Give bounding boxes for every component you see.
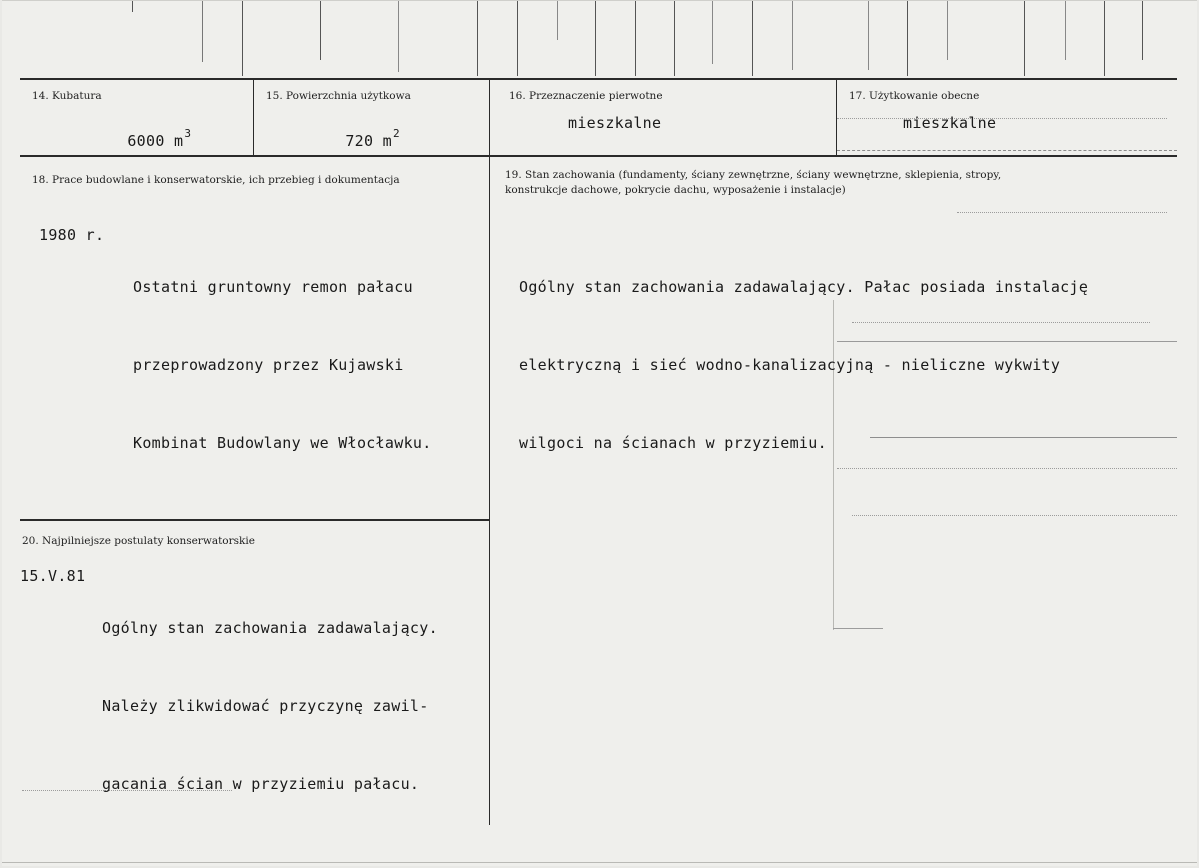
field-19-label-line: konstrukcje dachowe, pokrycie dachu, wyposażenie i instalacje) xyxy=(505,184,846,196)
field-17-value: mieszkalne xyxy=(903,114,997,132)
field-20-line: gacania ścian w przyziemiu pałacu. xyxy=(102,775,420,793)
field-18-text xyxy=(133,222,432,508)
field-14-label: 14. Kubatura xyxy=(32,90,102,102)
field-19-line: wilgoci na ścianach w przyziemiu. xyxy=(519,434,827,452)
row-divider-middle xyxy=(20,155,1177,157)
volume-value: 6000 m xyxy=(127,132,184,150)
row-divider-top xyxy=(20,78,1177,80)
field-17-label: 17. Użytkowanie obecne xyxy=(849,90,980,102)
inventory-card xyxy=(2,0,1197,866)
volume-exponent: 3 xyxy=(184,127,192,140)
field-18-line: Kombinat Budowlany we Włocławku. xyxy=(133,434,432,452)
field-15-value xyxy=(308,114,400,168)
field-20-line: Ogólny stan zachowania zadawalający. xyxy=(102,619,438,637)
area-exponent: 2 xyxy=(392,127,400,140)
field-19-text xyxy=(519,222,1088,508)
field-19-label-line: 19. Stan zachowania (fundamenty, ściany zewnętrzne, ściany wewnętrzne, sklepienia, stropy, xyxy=(505,169,1002,181)
field-20-text xyxy=(102,563,438,849)
field-15-label: 15. Powierzchnia użytkowa xyxy=(266,90,411,102)
row-divider-left xyxy=(20,519,489,521)
field-19-line: elektryczną i sieć wodno-kanalizacyjną - nieliczne wykwity xyxy=(519,356,1061,374)
field-20-line: Należy zlikwidować przyczynę zawil- xyxy=(102,697,429,715)
field-19-label xyxy=(505,168,1001,198)
field-16-value: mieszkalne xyxy=(568,114,662,132)
field-20-label: 20. Najpilniejsze postulaty konserwatorskie xyxy=(22,535,255,547)
field-18-label: 18. Prace budowlane i konserwatorskie, ich przebieg i dokumentacja xyxy=(32,174,400,186)
field-19-line: Ogólny stan zachowania zadawalający. Pałac posiada instalację xyxy=(519,278,1089,296)
field-16-label: 16. Przeznaczenie pierwotne xyxy=(509,90,663,102)
col-divider-1 xyxy=(253,79,254,156)
field-18-year: 1980 r. xyxy=(39,226,105,244)
field-18-line: Ostatni gruntowny remon pałacu xyxy=(133,278,413,296)
area-value: 720 m xyxy=(345,132,392,150)
field-20-date: 15.V.81 xyxy=(20,567,86,585)
col-divider-2 xyxy=(489,79,490,825)
field-14-value xyxy=(90,114,191,168)
field-18-line: przeprowadzony przez Kujawski xyxy=(133,356,404,374)
